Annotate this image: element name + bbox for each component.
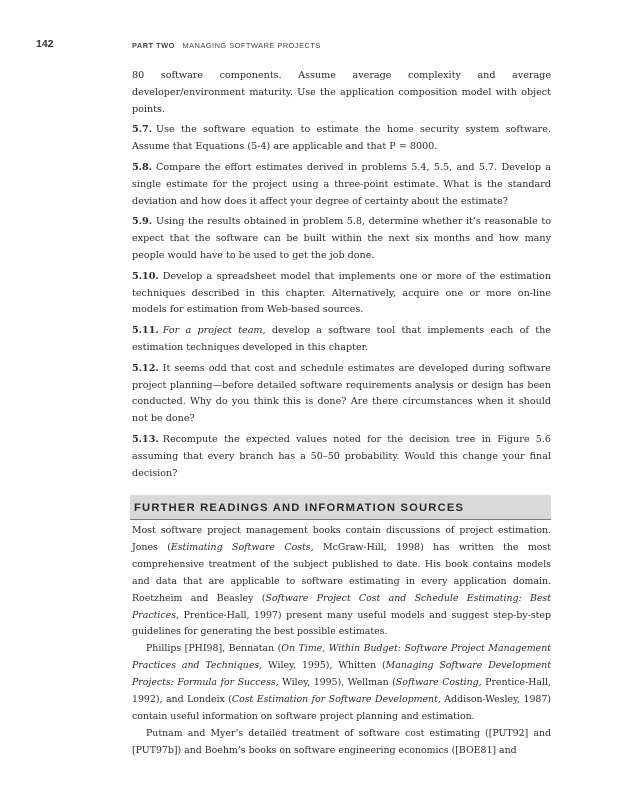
problem-text: It seems odd that cost and schedule estimates are developed during software project planning—before detailed software requirements analysis or design has been conducted. Why do you think this is done? Are there circumstances when it should not be done? <box>132 362 551 425</box>
book-title: Cost Estimation for Software Development, <box>231 694 441 706</box>
book-title: Estimating Software Costs, <box>170 541 314 553</box>
problem-text: Recompute the expected values noted for the decision tree in Figure 5.6 assuming that every branch has a 50–50 probability. Would this change your final decision? <box>132 433 551 479</box>
continuation-text: 80 software components. Assume average complexity and average developer/environment maturity. Use the application composition model with object points. <box>132 70 551 115</box>
problem-5-12 <box>132 361 551 428</box>
problem-text: Develop a spreadsheet model that implements one or more of the estimation techniques described in this chapter. Alternatively, acquire one or more on-line models for estimation from Web-based sources. <box>132 270 551 316</box>
readings-paragraph-1 <box>132 523 551 641</box>
problem-number: 5.11. <box>132 325 159 337</box>
book-title: Software Costing, <box>395 677 482 689</box>
book-title: Managing Software Development Projects: Formula for Success, <box>132 660 551 689</box>
problem-5-13 <box>132 432 551 482</box>
problem-number: 5.10. <box>132 270 159 282</box>
text-run: Addison-Wesley, 1987) contain useful information on software project planning and estimation. <box>132 694 552 722</box>
page-number: 142 <box>36 38 54 50</box>
book-title: Software Project Cost and Schedule Estimating: Best Practices, <box>132 592 552 621</box>
part-title: MANAGING SOFTWARE PROJECTS <box>182 41 321 50</box>
problem-5-9 <box>132 214 551 264</box>
problem-number: 5.12. <box>132 362 159 374</box>
problem-5-11 <box>132 323 551 357</box>
text-run: Phillips [PHI98], Bennatan ( <box>146 643 282 655</box>
further-readings <box>132 523 551 760</box>
text-run: Wiley, 1995), Whitten ( <box>262 660 386 672</box>
problem-number: 5.7. <box>132 124 153 136</box>
section-title: FURTHER READINGS AND INFORMATION SOURCES <box>134 502 465 514</box>
problem-list <box>132 68 551 482</box>
text-run: Most software project management books contain discussions of project estimation. Jones ( <box>132 525 551 553</box>
problem-5-8 <box>132 160 551 210</box>
text-run: Wiley, 1995), Wellman ( <box>278 677 396 689</box>
problem-5-7 <box>132 122 551 156</box>
readings-paragraph-2 <box>132 641 551 726</box>
problem-italic-lead: For a project team, <box>162 325 266 337</box>
text-run: Prentice-Hall, 1997) present many useful models and suggest step-by-step guidelines for generating the best possible estimates. <box>132 609 551 638</box>
problem-text: Using the results obtained in problem 5.8, determine whether it’s reasonable to expect that the software can be built within the next six months and how many people would have to be used to get the job done. <box>132 216 551 261</box>
running-head <box>132 41 321 50</box>
part-label: PART TWO <box>132 41 175 50</box>
readings-paragraph-3: Putnam and Myer’s detailed treatment of software cost estimating ([PUT92] and [PUT97b]) and Boehm’s books on software engineering economics ([BOE81] and <box>132 727 551 756</box>
text-run: Prentice-Hall, 1992), and Londeix ( <box>132 677 551 706</box>
problem-text: develop a software tool that implements each of the estimation techniques developed in this chapter. <box>132 325 551 353</box>
problem-5-10 <box>132 269 551 319</box>
book-title: On Time, Within Budget: Software Project Management Practices and Techniques, <box>132 643 551 672</box>
problem-number: 5.9. <box>132 216 153 228</box>
problem-text: Use the software equation to estimate the home security system software. Assume that Equations (5-4) are applicable and that P = 8000. <box>132 124 551 153</box>
problem-number: 5.13. <box>132 433 159 445</box>
problem-text: Compare the effort estimates derived in problems 5.4, 5.5, and 5.7. Develop a single estimate for the project using a three-point estimate. What is the standard deviation and how does it affect your degree of certainty about the estimate? <box>132 161 551 207</box>
problem-number: 5.8. <box>132 161 153 173</box>
text-run: McGraw-Hill, 1998) has written the most comprehensive treatment of the subject published to date. His book contains models and data that are applicable to software estimating in every application domain. Roetzheim and Beasley ( <box>132 541 551 604</box>
